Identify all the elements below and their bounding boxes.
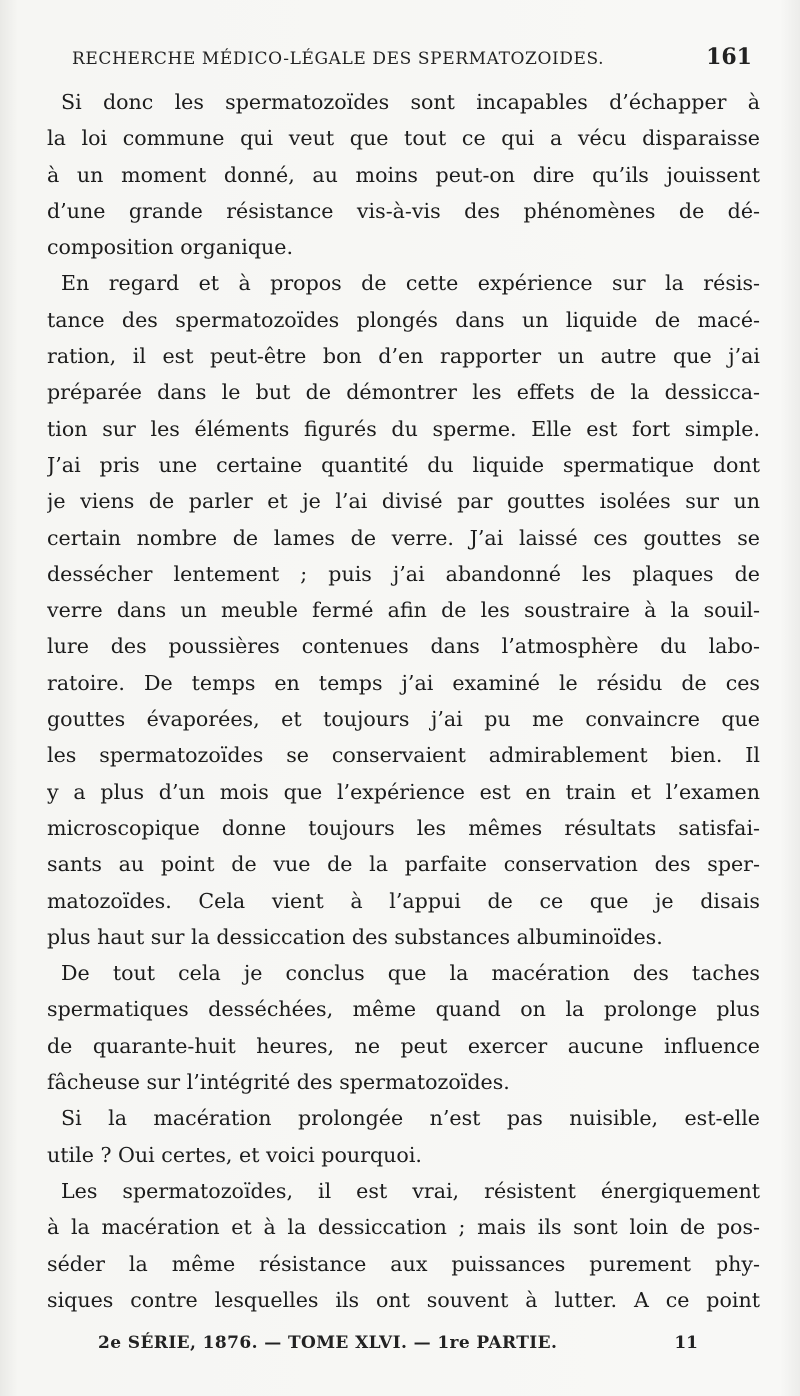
text-line: lure des poussières contenues dans l’atmosphère du labo- (47, 634, 760, 659)
text-line: ratoire. De temps en temps j’ai examiné le résidu de ces (47, 670, 760, 695)
text-line: matozoïdes. Cela vient à l’appui de ce que je disais (47, 888, 760, 913)
text-line: gouttes évaporées, et toujours j’ai pu me convaincre que (47, 707, 760, 732)
text-line: tance des spermatozoïdes plongés dans un liquide de macé- (47, 307, 760, 332)
text-line: certain nombre de lames de verre. J’ai laissé ces gouttes se (47, 525, 760, 550)
text-line: à la macération et à la dessiccation ; mais ils sont loin de pos- (47, 1215, 760, 1240)
signature-number: 11 (674, 1333, 698, 1353)
text-line: à un moment donné, au moins peut-on dire qu’ils jouissent (47, 162, 760, 187)
text-line: je viens de parler et je l’ai divisé par gouttes isolées sur un (47, 489, 760, 514)
text-line: d’une grande résistance vis-à-vis des phénomènes de dé- (47, 198, 760, 223)
running-title: RECHERCHE MÉDICO-LÉGALE DES SPERMATOZOIDES. (72, 49, 605, 69)
text-line: microscopique donne toujours les mêmes résultats satisfai- (47, 815, 760, 840)
text-line: ration, il est peut-être bon d’en rapporter un autre que j’ai (47, 344, 760, 369)
text-line: tion sur les éléments figurés du sperme. Elle est fort simple. (47, 416, 760, 441)
body-text (47, 84, 760, 1318)
text-line: utile ? Oui certes, et voici pourquoi. (47, 1142, 422, 1167)
page-number: 161 (706, 44, 752, 70)
text-line: plus haut sur la dessiccation des substances albuminoïdes. (47, 924, 663, 949)
text-line: En regard et à propos de cette expérience sur la résis- (61, 271, 760, 296)
text-line: Les spermatozoïdes, il est vrai, résistent énergiquement (61, 1178, 760, 1203)
text-line: préparée dans le but de démontrer les effets de la dessicca- (47, 380, 760, 405)
page-header (72, 44, 752, 78)
text-line: la loi commune qui veut que tout ce qui a vécu disparaisse (47, 126, 760, 151)
text-line: verre dans un meuble fermé afin de les soustraire à la souil- (47, 598, 760, 623)
text-line: spermatiques desséchées, même quand on la prolonge plus (47, 997, 760, 1022)
text-line: composition organique. (47, 235, 293, 260)
text-line: Si donc les spermatozoïdes sont incapables d’échapper à (61, 90, 760, 114)
text-line: y a plus d’un mois que l’expérience est en train et l’examen (47, 779, 760, 804)
series-info: 2e SÉRIE, 1876. — TOME XLVI. — 1re PARTIE. (98, 1333, 558, 1353)
text-line: fâcheuse sur l’intégrité des spermatozoïdes. (47, 1070, 510, 1095)
text-line: Si la macération prolongée n’est pas nuisible, est-elle (61, 1106, 760, 1131)
text-line: les spermatozoïdes se conservaient admirablement bien. Il (47, 743, 760, 768)
text-line: J’ai pris une certaine quantité du liquide spermatique dont (47, 452, 760, 477)
text-line: siques contre lesquelles ils ont souvent à lutter. A ce point (47, 1287, 760, 1312)
text-line: de quarante-huit heures, ne peut exercer aucune influence (47, 1033, 760, 1058)
text-line: De tout cela je conclus que la macération des taches (61, 961, 760, 986)
text-line: séder la même résistance aux puissances purement phy- (47, 1251, 760, 1276)
text-line: dessécher lentement ; puis j’ai abandonné les plaques de (47, 561, 760, 586)
text-line: sants au point de vue de la parfaite conservation des sper- (47, 852, 760, 877)
page-footer (98, 1333, 698, 1363)
